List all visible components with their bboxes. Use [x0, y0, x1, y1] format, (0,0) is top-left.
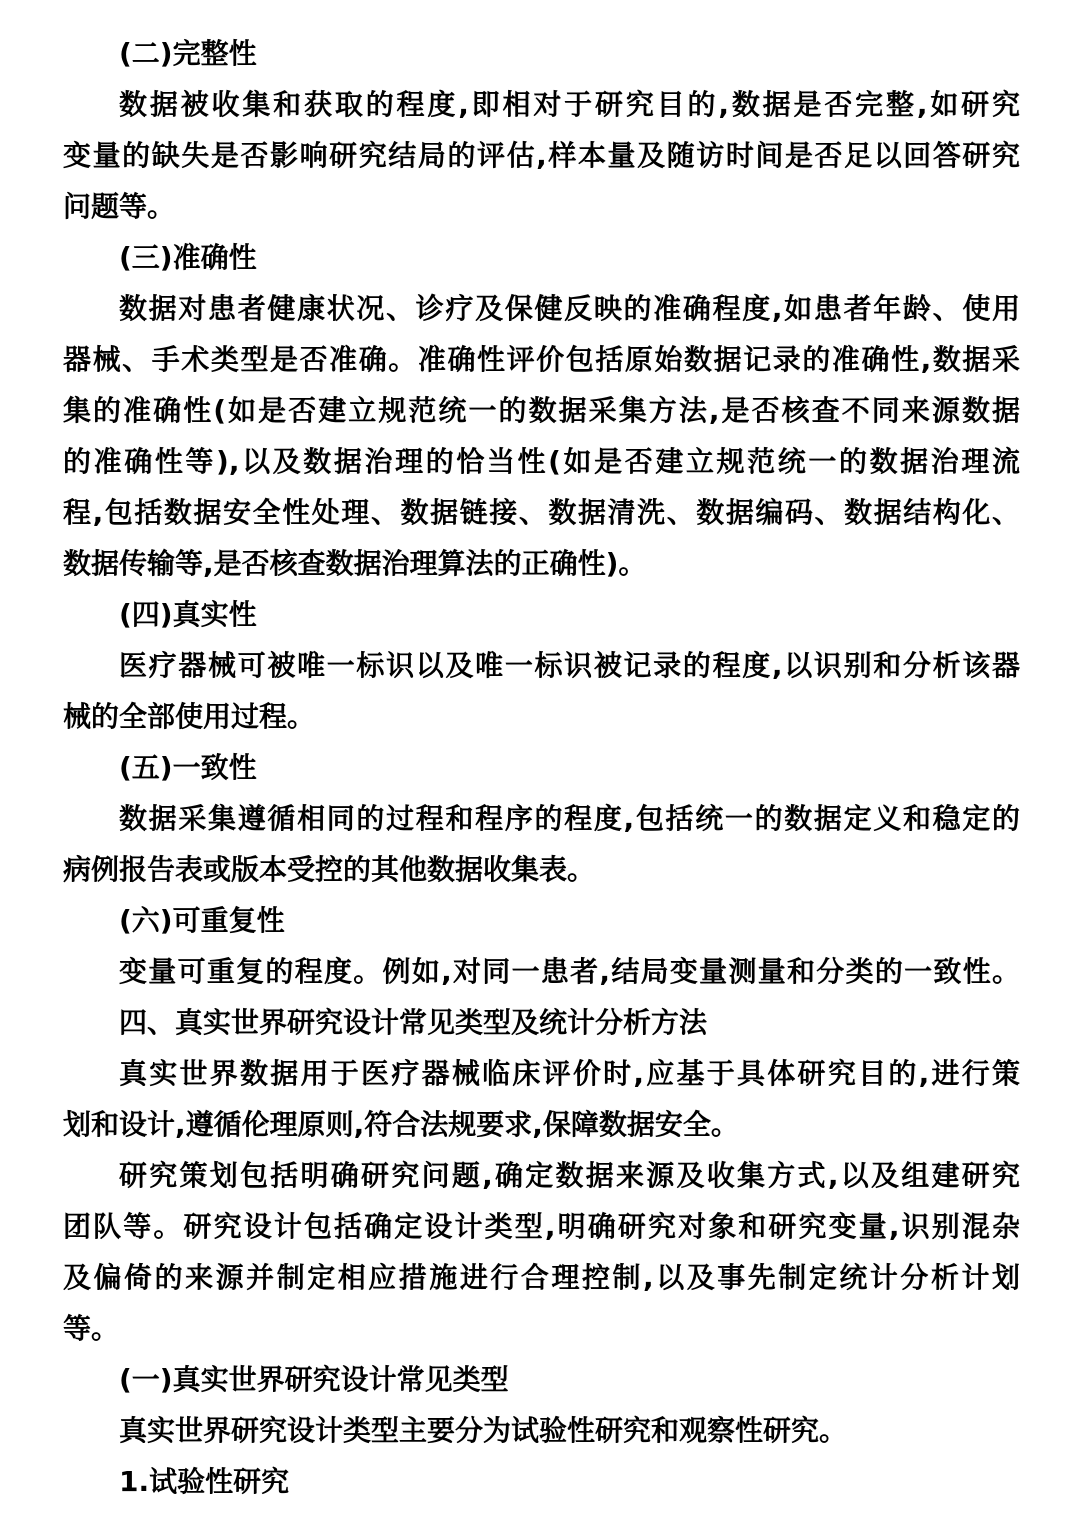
- body-text-line: 数据传输等,是否核查数据治理算法的正确性)。: [63, 547, 647, 580]
- heading-line: 四、真实世界研究设计常见类型及统计分析方法: [119, 1006, 708, 1039]
- heading-line: (五)一致性: [119, 751, 257, 784]
- body-text-line: 数据采集遵循相同的过程和程序的程度,包括统一的数据定义和稳定的: [119, 802, 1020, 835]
- paragraph: [63, 1150, 1020, 1354]
- paragraph: [63, 283, 1020, 589]
- section-heading: [63, 28, 1020, 79]
- body-text-line: 及偏倚的来源并制定相应措施进行合理控制,以及事先制定统计分析计划: [63, 1261, 1020, 1294]
- section-heading: [63, 1456, 1020, 1507]
- paragraph: [63, 640, 1020, 742]
- section-heading: [63, 232, 1020, 283]
- paragraph: [63, 1048, 1020, 1150]
- section-heading: [63, 589, 1020, 640]
- body-text-line: 病例报告表或版本受控的其他数据收集表。: [63, 853, 596, 886]
- body-text-line: 数据被收集和获取的程度,即相对于研究目的,数据是否完整,如研究: [119, 88, 1020, 121]
- body-text-line: 器械、手术类型是否准确。准确性评价包括原始数据记录的准确性,数据采: [63, 343, 1020, 376]
- body-text-line: 研究策划包括明确研究问题,确定数据来源及收集方式,以及组建研究: [119, 1159, 1020, 1192]
- heading-line: (四)真实性: [119, 598, 257, 631]
- heading-line: (二)完整性: [119, 37, 257, 70]
- document-content: [63, 28, 1020, 1507]
- paragraph: [63, 793, 1020, 895]
- body-text-line: 医疗器械可被唯一标识以及唯一标识被记录的程度,以识别和分析该器: [119, 649, 1020, 682]
- body-text-line: 集的准确性(如是否建立规范统一的数据采集方法,是否核查不同来源数据: [63, 394, 1020, 427]
- heading-line: (一)真实世界研究设计常见类型: [119, 1363, 509, 1396]
- paragraph: [63, 1405, 1020, 1456]
- body-text-line: 数据对患者健康状况、诊疗及保健反映的准确程度,如患者年龄、使用: [119, 292, 1020, 325]
- body-text-line: 团队等。研究设计包括确定设计类型,明确研究对象和研究变量,识别混杂: [63, 1210, 1020, 1243]
- body-text-line: 变量的缺失是否影响研究结局的评估,样本量及随访时间是否足以回答研究: [63, 139, 1020, 172]
- section-heading: [63, 1354, 1020, 1405]
- body-text-line: 划和设计,遵循伦理原则,符合法规要求,保障数据安全。: [63, 1108, 739, 1141]
- paragraph: [63, 79, 1020, 232]
- body-text-line: 的准确性等),以及数据治理的恰当性(如是否建立规范统一的数据治理流: [63, 445, 1020, 478]
- heading-line: (六)可重复性: [119, 904, 285, 937]
- body-text-line: 真实世界数据用于医疗器械临床评价时,应基于具体研究目的,进行策: [119, 1057, 1020, 1090]
- body-text-line: 变量可重复的程度。例如,对同一患者,结局变量测量和分类的一致性。: [119, 955, 1020, 988]
- section-heading: [63, 742, 1020, 793]
- body-text-line: 问题等。: [63, 190, 176, 223]
- section-heading: [63, 895, 1020, 946]
- body-text-line: 械的全部使用过程。: [63, 700, 316, 733]
- body-text-line: 真实世界研究设计类型主要分为试验性研究和观察性研究。: [119, 1414, 848, 1447]
- heading-line: (三)准确性: [119, 241, 257, 274]
- body-text-line: 程,包括数据安全性处理、数据链接、数据清洗、数据编码、数据结构化、: [63, 496, 1020, 529]
- body-text-line: 等。: [63, 1312, 120, 1345]
- section-heading: [63, 997, 1020, 1048]
- paragraph: [63, 946, 1020, 997]
- heading-line: 1.试验性研究: [119, 1465, 290, 1498]
